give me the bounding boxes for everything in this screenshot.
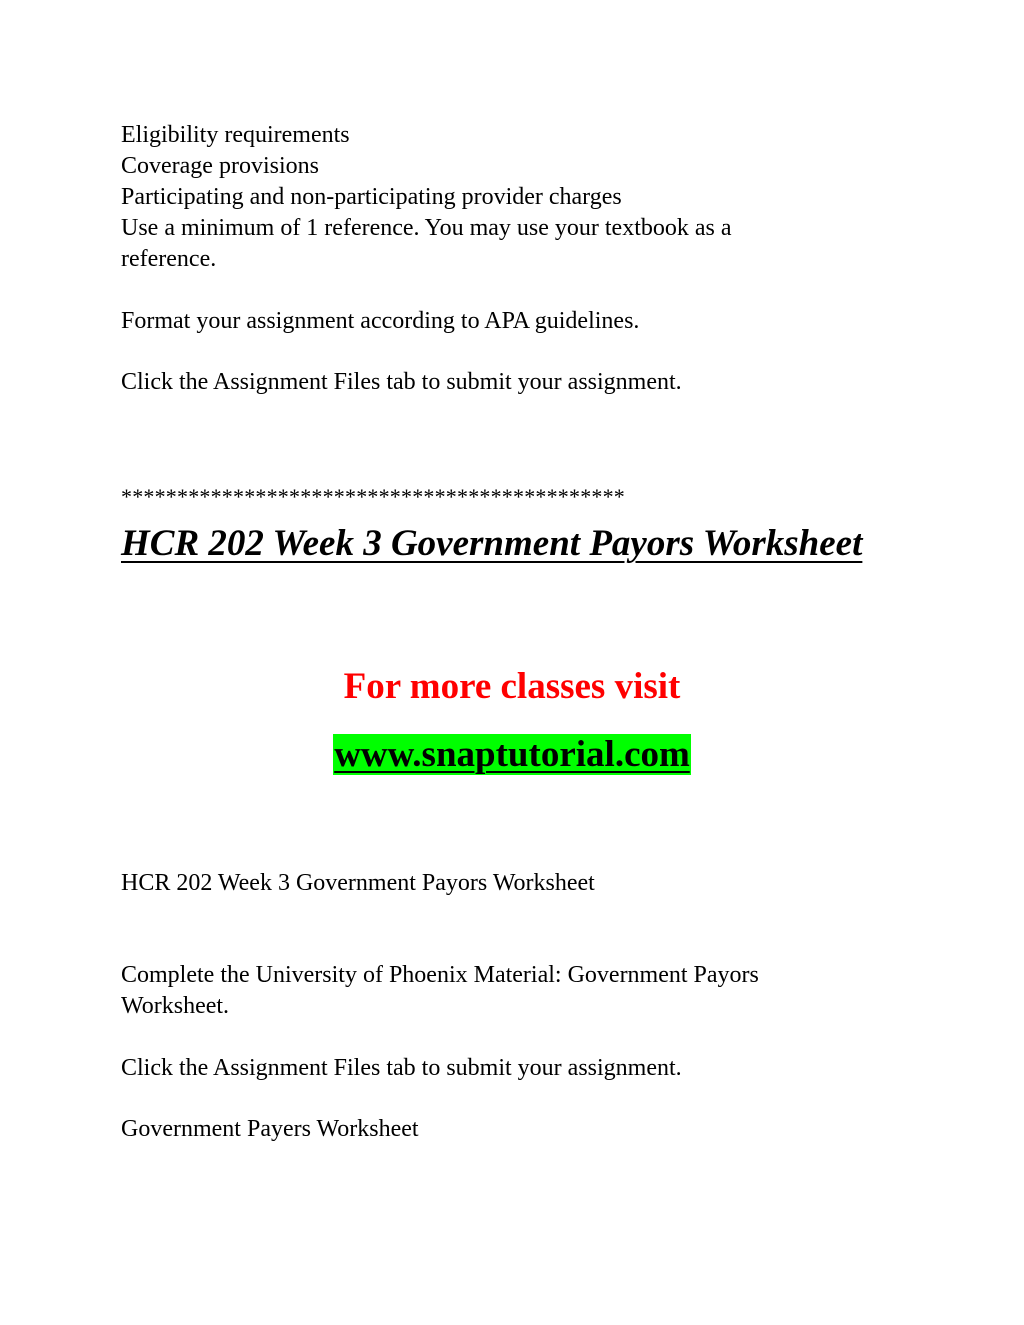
promo-text: For more classes visit xyxy=(343,666,681,707)
requirement-eligibility: Eligibility requirements xyxy=(121,122,350,148)
page-heading: HCR 202 Week 3 Government Payors Worksheet xyxy=(121,523,863,564)
reference-instruction: Use a minimum of 1 reference. You may use your textbook as a xyxy=(121,215,732,241)
promo-link-container xyxy=(0,732,1024,778)
worksheet-label: Government Payers Worksheet xyxy=(121,1116,419,1142)
requirement-coverage: Coverage provisions xyxy=(121,153,319,179)
submit-note-top: Click the Assignment Files tab to submit your assignment. xyxy=(121,369,682,395)
promo-link[interactable]: www.snaptutorial.com xyxy=(334,734,690,775)
body-instruction-continued: Worksheet. xyxy=(121,993,230,1019)
separator-stars: ********************************************* xyxy=(121,484,625,509)
requirement-provider-charges: Participating and non-participating provider charges xyxy=(121,184,622,210)
format-note: Format your assignment according to APA guidelines. xyxy=(121,308,640,334)
body-title: HCR 202 Week 3 Government Payors Worksheet xyxy=(121,870,595,896)
body-instruction: Complete the University of Phoenix Material: Government Payors xyxy=(121,962,759,988)
reference-instruction-continued: reference. xyxy=(121,246,217,272)
submit-note-bottom: Click the Assignment Files tab to submit your assignment. xyxy=(121,1055,682,1081)
